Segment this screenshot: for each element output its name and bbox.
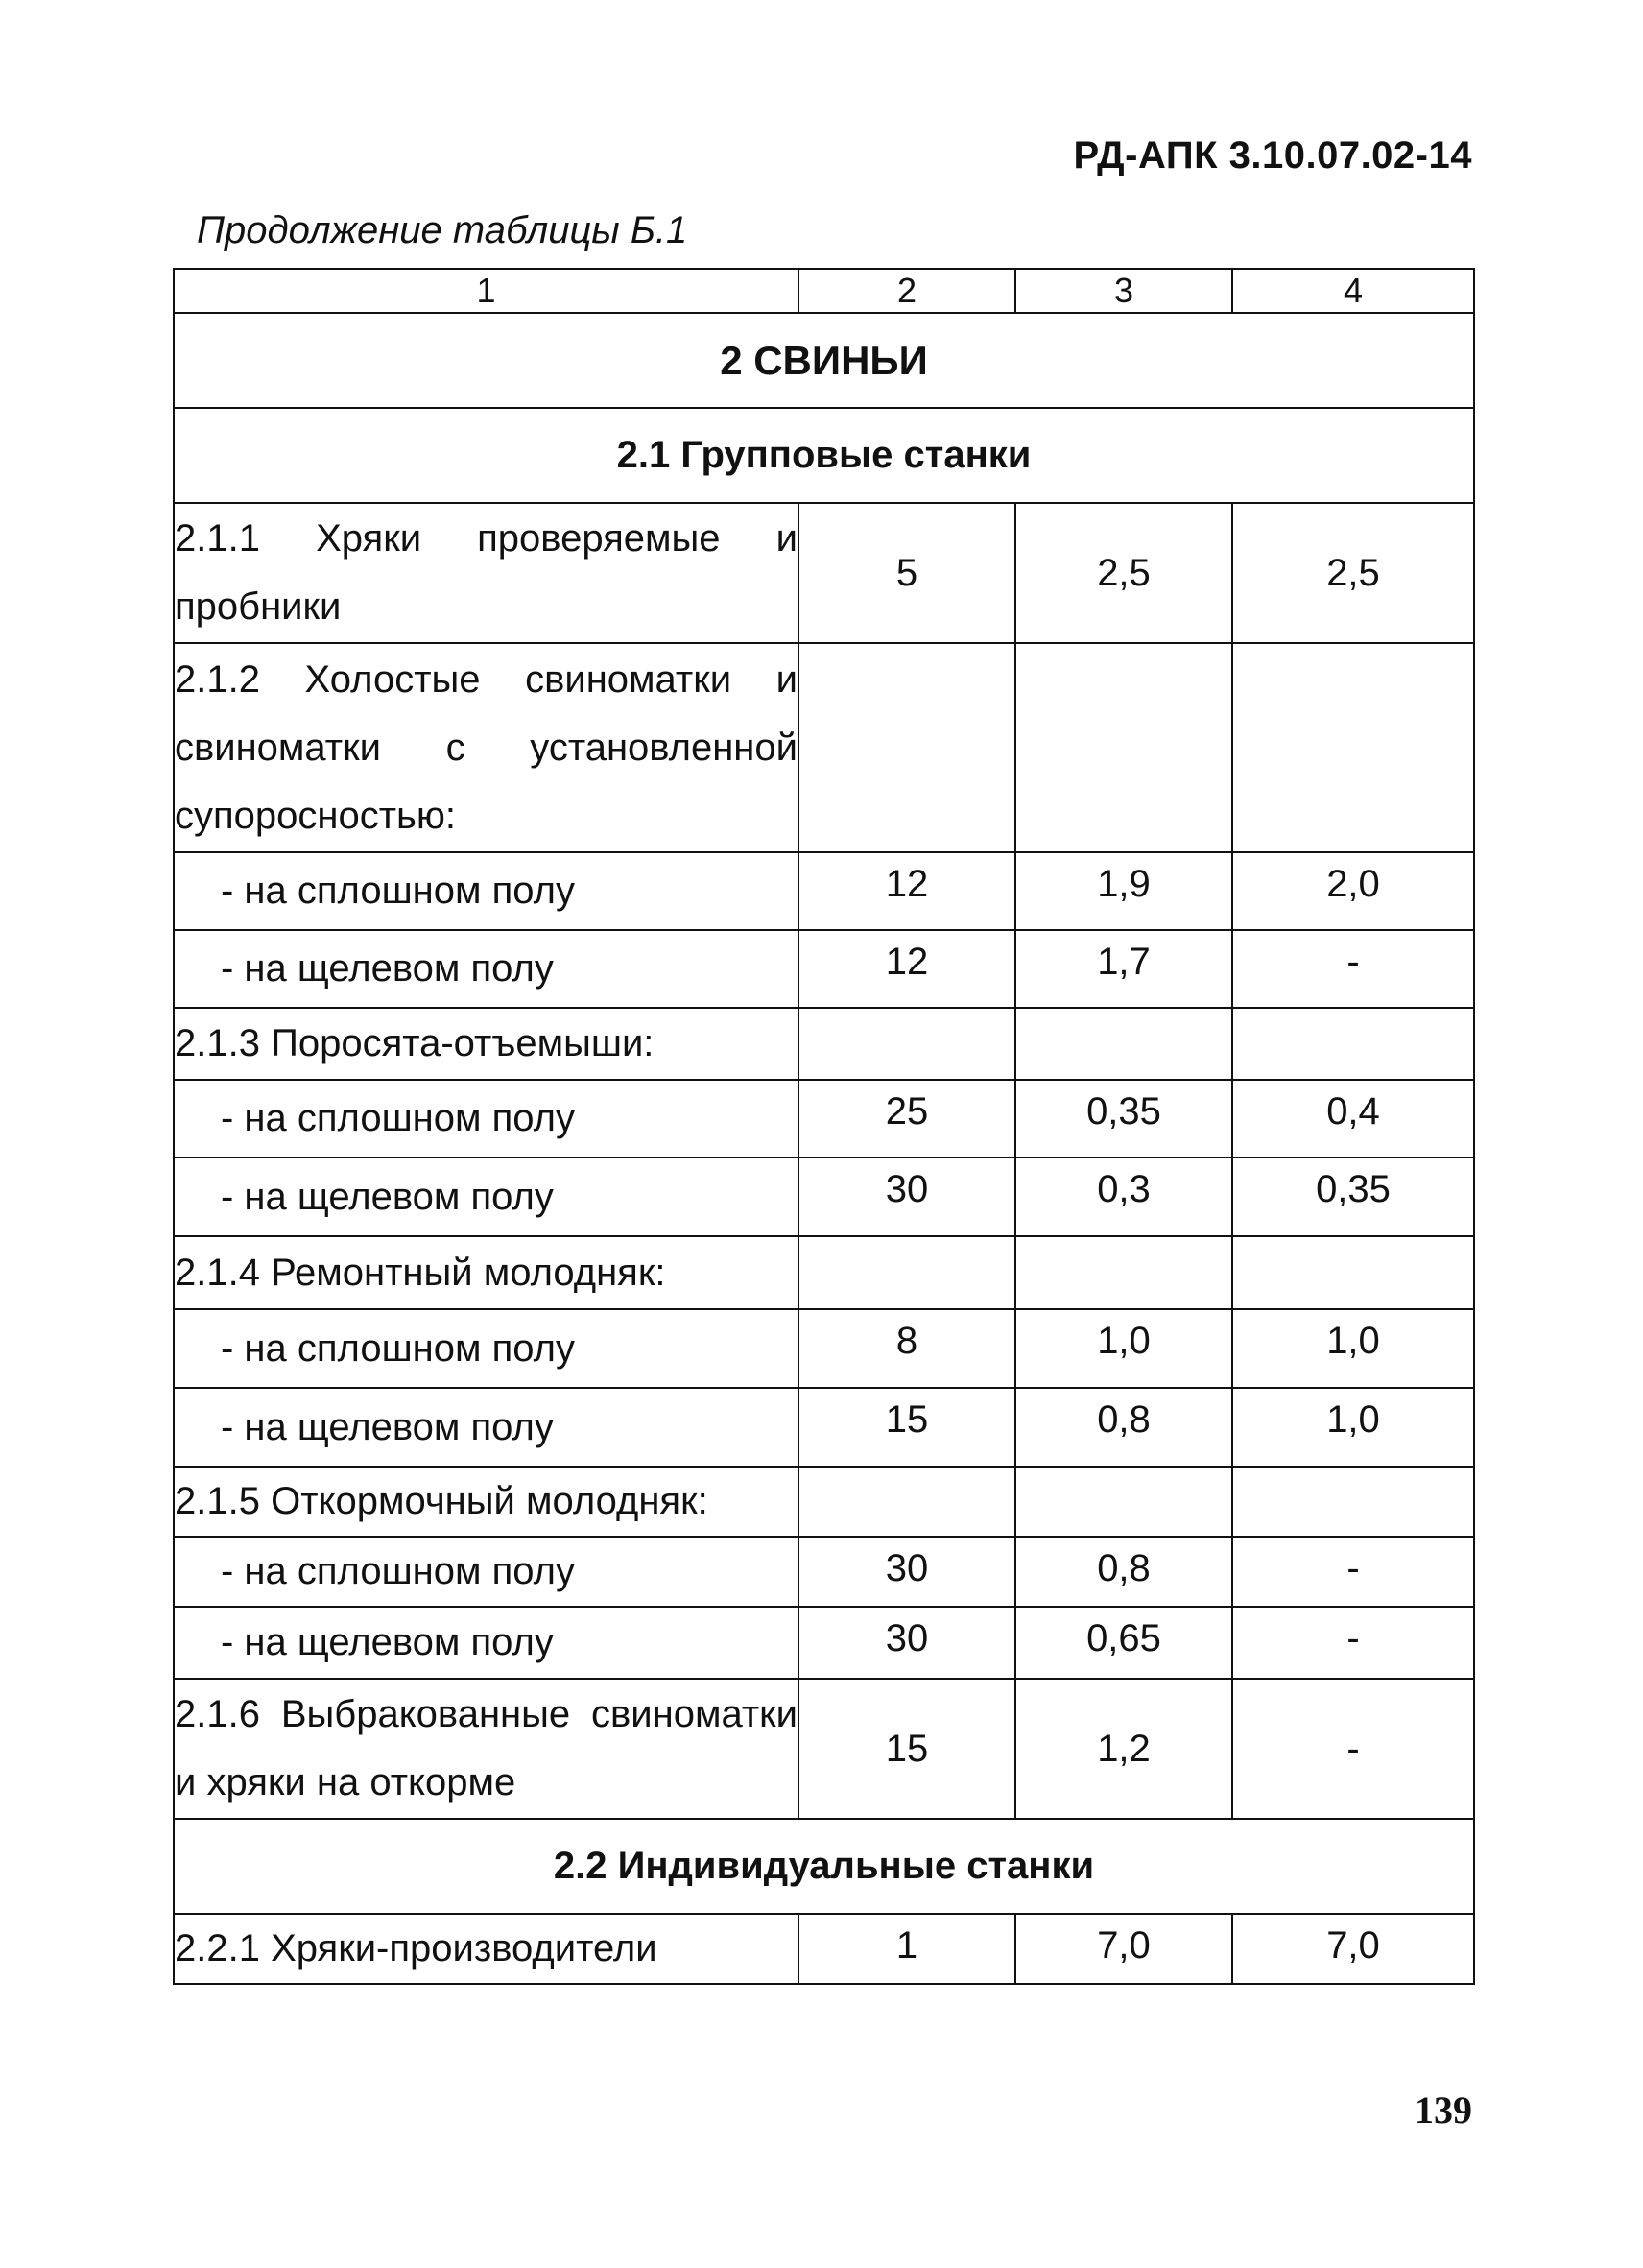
row-label: - на сплошном полу: [174, 1537, 798, 1607]
row-label: 2.2.1 Хряки-производители: [174, 1914, 798, 1984]
cell-value: 1: [798, 1914, 1015, 1984]
cell-value: 12: [798, 930, 1015, 1008]
cell-value: 1,0: [1232, 1388, 1474, 1467]
table-row: [174, 643, 1474, 852]
group-row: [174, 408, 1474, 503]
section-title: 2 СВИНЬИ: [174, 313, 1474, 408]
norms-table: [173, 268, 1475, 1985]
table-caption: Продолжение таблицы Б.1: [197, 209, 688, 251]
table-row: [174, 503, 1474, 643]
cell-value: 1,0: [1232, 1309, 1474, 1388]
cell-value: 2,5: [1015, 503, 1232, 643]
cell-value: 0,65: [1015, 1607, 1232, 1679]
cell-value: 25: [798, 1080, 1015, 1158]
table-row: [174, 1309, 1474, 1388]
cell-value: 7,0: [1015, 1914, 1232, 1984]
group-row: [174, 1819, 1474, 1914]
group-title: 2.1 Групповые станки: [174, 408, 1474, 503]
cell-value: -: [1232, 1607, 1474, 1679]
group-title: 2.2 Индивидуальные станки: [174, 1819, 1474, 1914]
row-label: - на сплошном полу: [174, 1080, 798, 1158]
cell-value: 15: [798, 1679, 1015, 1819]
document-code: РД-АПК 3.10.07.02-14: [1073, 134, 1472, 177]
table-row: [174, 1537, 1474, 1607]
cell-value: 2,5: [1232, 503, 1474, 643]
cell-value: 0,35: [1015, 1080, 1232, 1158]
row-label: - на щелевом полу: [174, 930, 798, 1008]
cell-value: -: [1232, 1537, 1474, 1607]
page-number: 139: [1415, 2089, 1472, 2132]
cell-value: 12: [798, 852, 1015, 930]
cell-value: 1,2: [1015, 1679, 1232, 1819]
column-number-4: 4: [1232, 269, 1474, 313]
row-label: 2.1.5 Откормочный молодняк:: [174, 1467, 798, 1537]
cell-value: 2,0: [1232, 852, 1474, 930]
table-row: [174, 930, 1474, 1008]
row-label: - на щелевом полу: [174, 1158, 798, 1236]
cell-value: 0,8: [1015, 1537, 1232, 1607]
table-row: [174, 1080, 1474, 1158]
cell-value: 30: [798, 1537, 1015, 1607]
column-number-row: [174, 269, 1474, 313]
cell-value: [1015, 643, 1232, 852]
cell-value: 0,35: [1232, 1158, 1474, 1236]
column-number-1: 1: [174, 269, 798, 313]
cell-value: [1015, 1236, 1232, 1309]
cell-value: 5: [798, 503, 1015, 643]
cell-value: 1,7: [1015, 930, 1232, 1008]
section-row: [174, 313, 1474, 408]
column-number-3: 3: [1015, 269, 1232, 313]
row-label: 2.1.1 Хряки проверяемые и пробники: [174, 503, 798, 643]
row-label: 2.1.2 Холостые свиноматки и свиноматки с установленной супоросностью:: [174, 643, 798, 852]
table-row: [174, 852, 1474, 930]
row-label: - на сплошном полу: [174, 1309, 798, 1388]
cell-value: [798, 1008, 1015, 1080]
cell-value: [1232, 1236, 1474, 1309]
cell-value: [1232, 643, 1474, 852]
table-row: [174, 1158, 1474, 1236]
cell-value: [798, 1236, 1015, 1309]
cell-value: [798, 643, 1015, 852]
cell-value: -: [1232, 930, 1474, 1008]
table-row: [174, 1388, 1474, 1467]
cell-value: 1,9: [1015, 852, 1232, 930]
table-row: [174, 1679, 1474, 1819]
cell-value: 30: [798, 1158, 1015, 1236]
cell-value: 7,0: [1232, 1914, 1474, 1984]
row-label: - на сплошном полу: [174, 852, 798, 930]
table-row: [174, 1008, 1474, 1080]
cell-value: 30: [798, 1607, 1015, 1679]
table-row: [174, 1914, 1474, 1984]
row-label: 2.1.6 Выбракованные свиноматки и хряки на откорме: [174, 1679, 798, 1819]
cell-value: [1015, 1467, 1232, 1537]
cell-value: 0,4: [1232, 1080, 1474, 1158]
cell-value: -: [1232, 1679, 1474, 1819]
table-row: [174, 1607, 1474, 1679]
cell-value: [1232, 1008, 1474, 1080]
cell-value: 0,8: [1015, 1388, 1232, 1467]
row-label: - на щелевом полу: [174, 1388, 798, 1467]
column-number-2: 2: [798, 269, 1015, 313]
cell-value: 0,3: [1015, 1158, 1232, 1236]
cell-value: 8: [798, 1309, 1015, 1388]
cell-value: [798, 1467, 1015, 1537]
table-row: [174, 1236, 1474, 1309]
cell-value: 1,0: [1015, 1309, 1232, 1388]
row-label: - на щелевом полу: [174, 1607, 798, 1679]
cell-value: 15: [798, 1388, 1015, 1467]
cell-value: [1232, 1467, 1474, 1537]
row-label: 2.1.4 Ремонтный молодняк:: [174, 1236, 798, 1309]
cell-value: [1015, 1008, 1232, 1080]
table-row: [174, 1467, 1474, 1537]
row-label: 2.1.3 Поросята-отъемыши:: [174, 1008, 798, 1080]
